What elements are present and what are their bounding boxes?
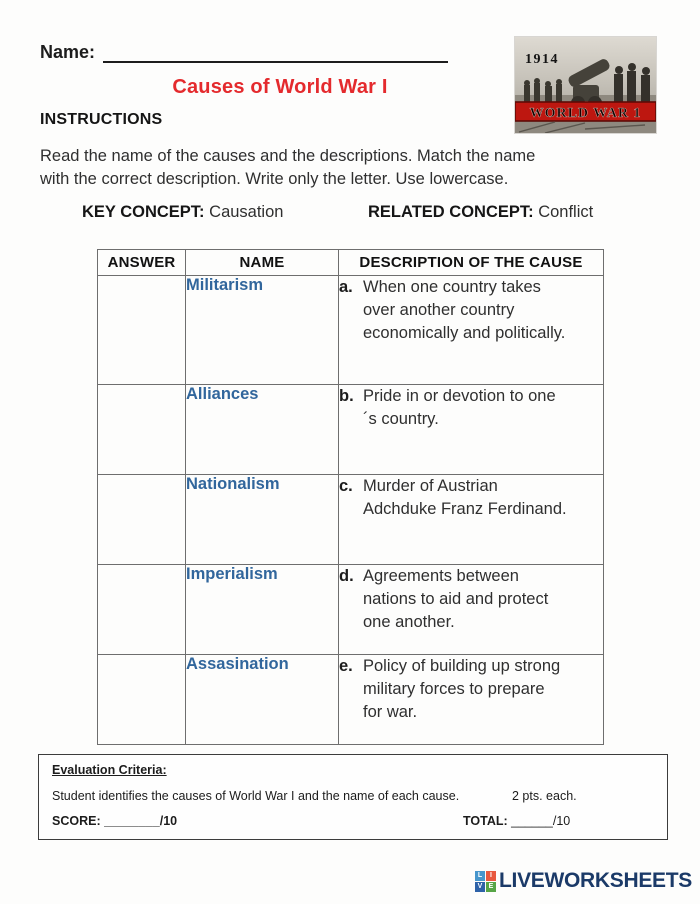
total-suffix: /10: [552, 814, 571, 828]
total-label: TOTAL:: [463, 814, 512, 828]
description-letter: a.: [339, 278, 353, 296]
total-blank[interactable]: ______: [511, 814, 553, 828]
instructions-body: [40, 145, 685, 191]
logo-square-e: E: [486, 882, 496, 892]
logo-square-l: L: [475, 871, 485, 881]
logo-text: LIVEWORKSHEETS: [499, 869, 692, 892]
total-line: [463, 814, 570, 828]
cause-name: Imperialism: [186, 565, 278, 583]
description-letter: e.: [339, 657, 353, 675]
related-concept: [368, 203, 593, 222]
name-blank-line[interactable]: [103, 45, 448, 63]
table-row: [98, 655, 604, 745]
score-suffix: /10: [159, 814, 178, 828]
description-text: Pride in or devotion to one´s country.: [363, 387, 556, 428]
wwi-year-text: 1914: [525, 52, 559, 67]
table-row: [98, 475, 604, 565]
wwi-photo: [515, 37, 656, 133]
description-letter: b.: [339, 387, 354, 405]
score-blank[interactable]: ________: [104, 814, 160, 828]
cause-name: Militarism: [186, 276, 264, 294]
score-label: SCORE:: [52, 814, 105, 828]
table-header-row: [98, 250, 604, 276]
description-letter: c.: [339, 477, 353, 495]
answer-cell[interactable]: [98, 655, 186, 745]
related-concept-label: RELATED CONCEPT:: [368, 203, 534, 221]
wwi-photo-graphic: [515, 37, 656, 133]
table-row: [98, 565, 604, 655]
related-concept-value: Conflict: [533, 203, 594, 221]
description-text: When one country takes over another country economically and politically.: [363, 278, 566, 342]
description-letter: d.: [339, 567, 354, 585]
wwi-banner-text: WORLD WAR 1: [529, 106, 642, 121]
name-row: [40, 42, 448, 63]
answer-cell[interactable]: [98, 475, 186, 565]
instructions-line-2: with the correct description. Write only the letter. Use lowercase.: [40, 170, 509, 188]
key-concept: [82, 203, 283, 222]
name-label: Name:: [40, 42, 96, 62]
instructions-line-1: Read the name of the causes and the descriptions. Match the name: [40, 147, 536, 165]
evaluation-points: 2 pts. each.: [512, 789, 577, 803]
evaluation-heading: Evaluation Criteria:: [52, 763, 167, 777]
evaluation-criteria: Student identifies the causes of World War I and the name of each cause.: [52, 789, 460, 803]
evaluation-box: [38, 754, 668, 840]
answer-cell[interactable]: [98, 385, 186, 475]
matching-table: [97, 249, 604, 745]
col-header-answer: ANSWER: [98, 250, 186, 276]
page-title: Causes of World War I: [172, 76, 388, 98]
table-row: [98, 276, 604, 385]
cause-name: Alliances: [186, 385, 259, 403]
description-text: Murder of Austrian Adchduke Franz Ferdinand.: [363, 477, 567, 518]
col-header-description: DESCRIPTION OF THE CAUSE: [339, 250, 604, 276]
key-concept-label: KEY CONCEPT:: [82, 203, 205, 221]
description-text: Policy of building up strong military forces to prepare for war.: [363, 657, 561, 721]
col-header-name: NAME: [186, 250, 339, 276]
cause-name: Nationalism: [186, 475, 280, 493]
liveworksheets-grid-icon: [475, 871, 496, 892]
instructions-heading: INSTRUCTIONS: [40, 111, 163, 128]
answer-cell[interactable]: [98, 565, 186, 655]
description-text: Agreements between nations to aid and protect one another.: [363, 567, 549, 631]
key-concept-value: Causation: [204, 203, 284, 221]
cause-name: Assasination: [186, 655, 289, 673]
table-row: [98, 385, 604, 475]
answer-cell[interactable]: [98, 276, 186, 385]
score-line: [52, 814, 177, 828]
logo-square-i: I: [486, 871, 496, 881]
logo-square-v: V: [475, 882, 485, 892]
liveworksheets-logo[interactable]: [475, 869, 692, 893]
